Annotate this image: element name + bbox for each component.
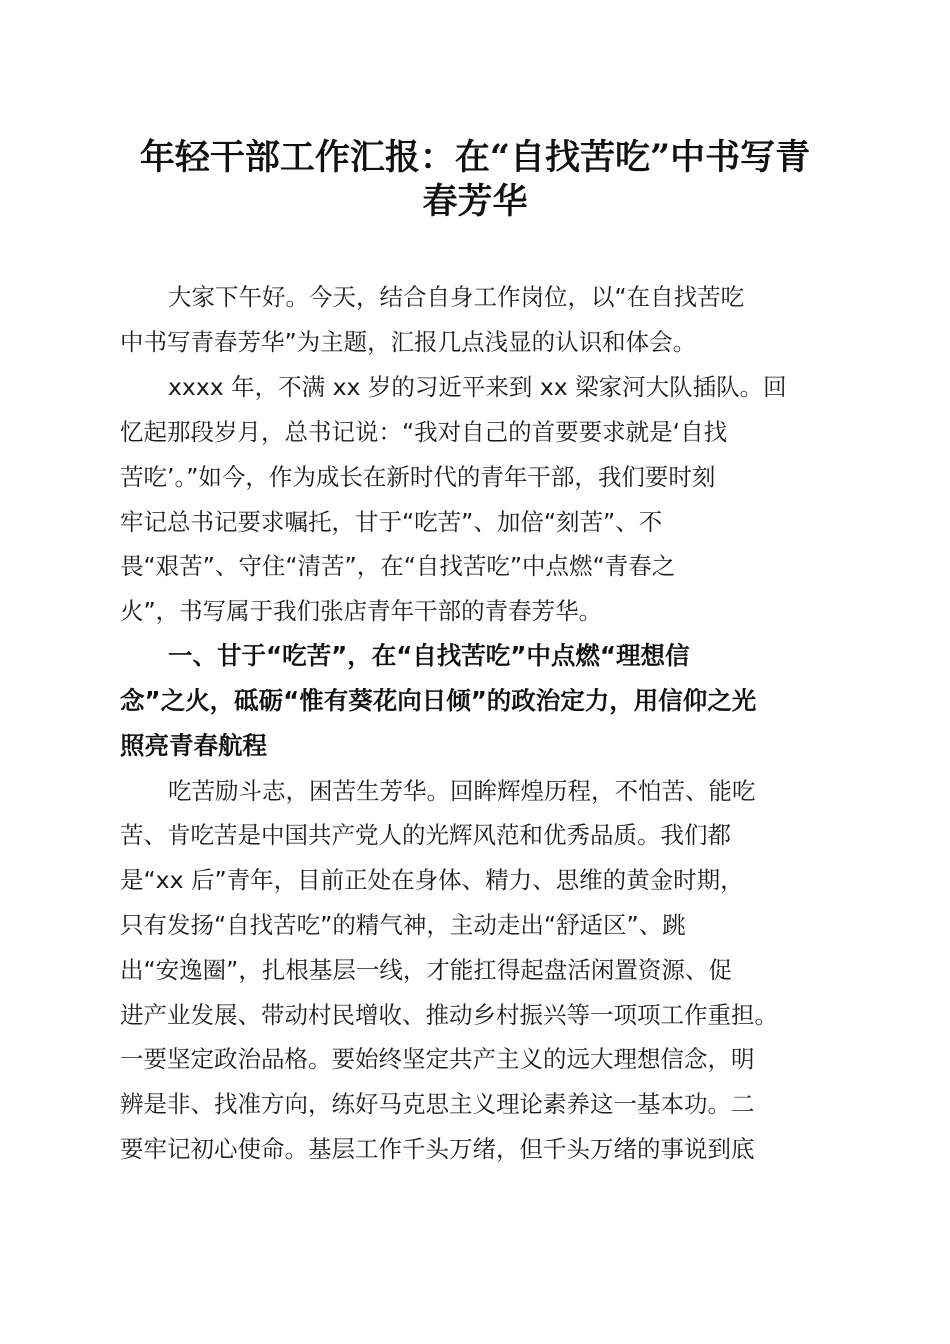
body-line: 苦、肯吃苦是中国共产党人的光辉风范和优秀品质。我们都: [120, 821, 731, 849]
body-line: 只有发扬“自找苦吃”的精气神，主动走出“舒适区”、跳: [120, 911, 686, 939]
body-line: 要牢记初心使命。基层工作千头万绪，但千头万绪的事说到底: [120, 1135, 755, 1163]
body-line: 忆起那段岁月，总书记说：“我对自己的首要要求就是‘自找: [120, 418, 728, 446]
document-title-line-2: 春芳华: [422, 181, 528, 222]
body-line: 牢记总书记要求嘱托，甘于“吃苦”、加倍“刻苦”、不: [120, 508, 663, 536]
body-line: xxxx 年，不满 xx 岁的习近平来到 xx 梁家河大队插队。回: [168, 373, 787, 401]
body-line: 出“安逸圈”，扎根基层一线，才能扛得起盘活闲置资源、促: [120, 956, 732, 984]
section-heading-line: 念”之火，砥砺“惟有葵花向日倾”的政治定力，用信仰之光: [120, 686, 757, 715]
body-line: 中书写青春芳华”为主题，汇报几点浅显的认识和体会。: [120, 328, 697, 356]
body-line: 苦吃’。”如今，作为成长在新时代的青年干部，我们要时刻: [120, 463, 716, 491]
body-line: 火”，书写属于我们张店青年干部的青春芳华。: [120, 597, 603, 625]
body-line: 吃苦励斗志，困苦生芳华。回眸辉煌历程，不怕苦、能吃: [168, 777, 756, 805]
section-heading-line: 照亮青春航程: [120, 731, 267, 760]
section-heading-line: 一、甘于“吃苦”，在“自找苦吃”中点燃“理想信: [168, 641, 690, 670]
body-line: 进产业发展、带动村民增收、推动乡村振兴等一项项工作重担。: [120, 1001, 778, 1029]
body-line: 一要坚定政治品格。要始终坚定共产主义的远大理想信念，明: [120, 1045, 755, 1073]
body-line: 辨是非、找准方向，练好马克思主义理论素养这一基本功。二: [120, 1090, 755, 1118]
body-line: 畏“艰苦”、守住“清苦”，在“自找苦吃”中点燃“青春之: [120, 552, 676, 580]
body-line: 是“xx 后”青年，目前正处在身体、精力、思维的黄金时期，: [120, 866, 744, 894]
body-line: 大家下午好。今天，结合自身工作岗位，以“在自找苦吃: [168, 283, 745, 311]
document-title-line-1: 年轻干部工作汇报：在“自找苦吃”中书写青: [139, 137, 811, 178]
